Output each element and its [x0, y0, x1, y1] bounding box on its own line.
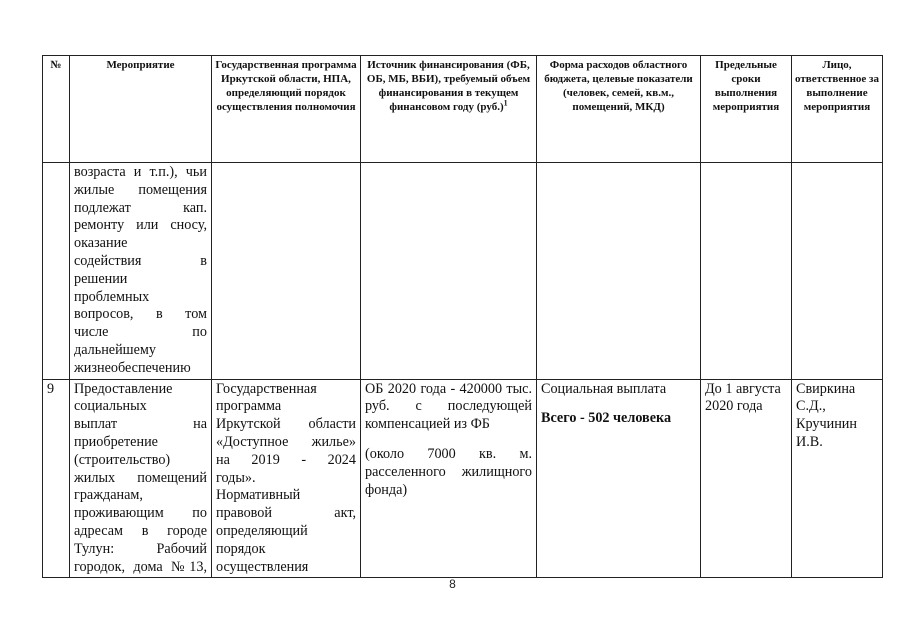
form-type: Социальная выплата	[541, 380, 667, 397]
cell-num-empty	[43, 163, 70, 380]
financing-amount: ОБ 2020 года - 420000 тыс. руб. с последующей компенсацией из ФБ	[365, 380, 532, 433]
cell-event-continuation	[70, 163, 212, 380]
cell-num: 9	[43, 379, 70, 578]
paragraph-gap	[541, 398, 696, 410]
text-line: (строительство)	[74, 451, 171, 468]
text-line: вопросов, в том	[74, 306, 207, 323]
text-line: жилых помещений	[74, 469, 207, 486]
table-header-row	[43, 56, 883, 163]
text-line: социальных	[74, 398, 147, 415]
text-line: приобретение	[74, 433, 158, 450]
header-program: Государственная программа Иркутской области, НПА, определяющий порядок осуществления полномочия	[212, 56, 361, 163]
text-line: Государственная	[216, 380, 317, 397]
text-line: определяющий	[216, 522, 308, 539]
text-line: выплат на	[74, 416, 207, 433]
text-line: городок, дома №13,	[74, 558, 207, 575]
table-row-9	[43, 379, 883, 578]
text-line: проблемных	[74, 288, 150, 305]
cell-form-empty	[537, 163, 701, 380]
header-financing-text: Источник финансирования (ФБ, ОБ, МБ, ВБИ), требуемый объем финансирования в текущем финансовом году (руб.)	[366, 59, 531, 113]
paragraph-gap	[365, 434, 532, 446]
table-row-continuation	[43, 163, 883, 380]
text-line: Нормативный	[216, 487, 301, 504]
text-line: жизнеобеспечению	[74, 359, 191, 376]
header-form: Форма расходов областного бюджета, целевые показатели (человек, семей, кв.м., помещений, МКД)	[537, 56, 701, 163]
cell-responsible-empty	[792, 163, 883, 380]
text-line: содействия в	[74, 252, 207, 269]
cell-financing	[361, 379, 537, 578]
measures-table	[42, 55, 883, 578]
text-line: оказание	[74, 235, 128, 252]
text-line: жилые помещения	[74, 181, 207, 198]
cell-responsible: Свиркина С.Д., Кручинин И.В.	[792, 379, 883, 578]
cell-form	[537, 379, 701, 578]
header-num: №	[43, 56, 70, 163]
text-line: ремонту или сносу,	[74, 217, 207, 234]
form-total: Всего - 502 человека	[541, 410, 672, 427]
text-line: Иркутской области	[216, 416, 356, 433]
header-event: Мероприятие	[70, 56, 212, 163]
text-line: на 2019 - 2024	[216, 451, 356, 468]
text-line: гражданам,	[74, 487, 143, 504]
text-line: числе по	[74, 324, 207, 341]
text-line: программа	[216, 398, 282, 415]
text-line: порядок	[216, 540, 266, 557]
header-responsible: Лицо, ответственное за выполнение мероприятия	[792, 56, 883, 163]
cell-event	[70, 379, 212, 578]
text-line: годы».	[216, 469, 256, 486]
page-number: 8	[449, 577, 456, 591]
cell-deadline-empty	[701, 163, 792, 380]
text-line: возраста и т.п.), чьи	[74, 164, 207, 180]
text-line: правовой акт,	[216, 505, 356, 522]
cell-financing-empty	[361, 163, 537, 380]
text-line: подлежат кап.	[74, 199, 207, 216]
text-line: Предоставление	[74, 380, 173, 397]
text-line: адресам в городе	[74, 522, 207, 539]
cell-program	[212, 379, 361, 578]
text-line: «Доступное жилье»	[216, 433, 356, 450]
header-financing	[361, 56, 537, 163]
header-deadline: Предельные сроки выполнения мероприятия	[701, 56, 792, 163]
cell-program-empty	[212, 163, 361, 380]
cell-deadline: До 1 августа 2020 года	[701, 379, 792, 578]
header-financing-footnote: 1	[503, 98, 508, 108]
text-line: проживающим по	[74, 505, 207, 522]
text-line: решении	[74, 270, 128, 287]
text-line: Тулун: Рабочий	[74, 540, 207, 557]
text-line: осуществления	[216, 558, 309, 575]
text-line: дальнейшему	[74, 341, 156, 358]
financing-area-note: (около 7000 кв. м. расселенного жилищного фонда)	[365, 445, 532, 498]
